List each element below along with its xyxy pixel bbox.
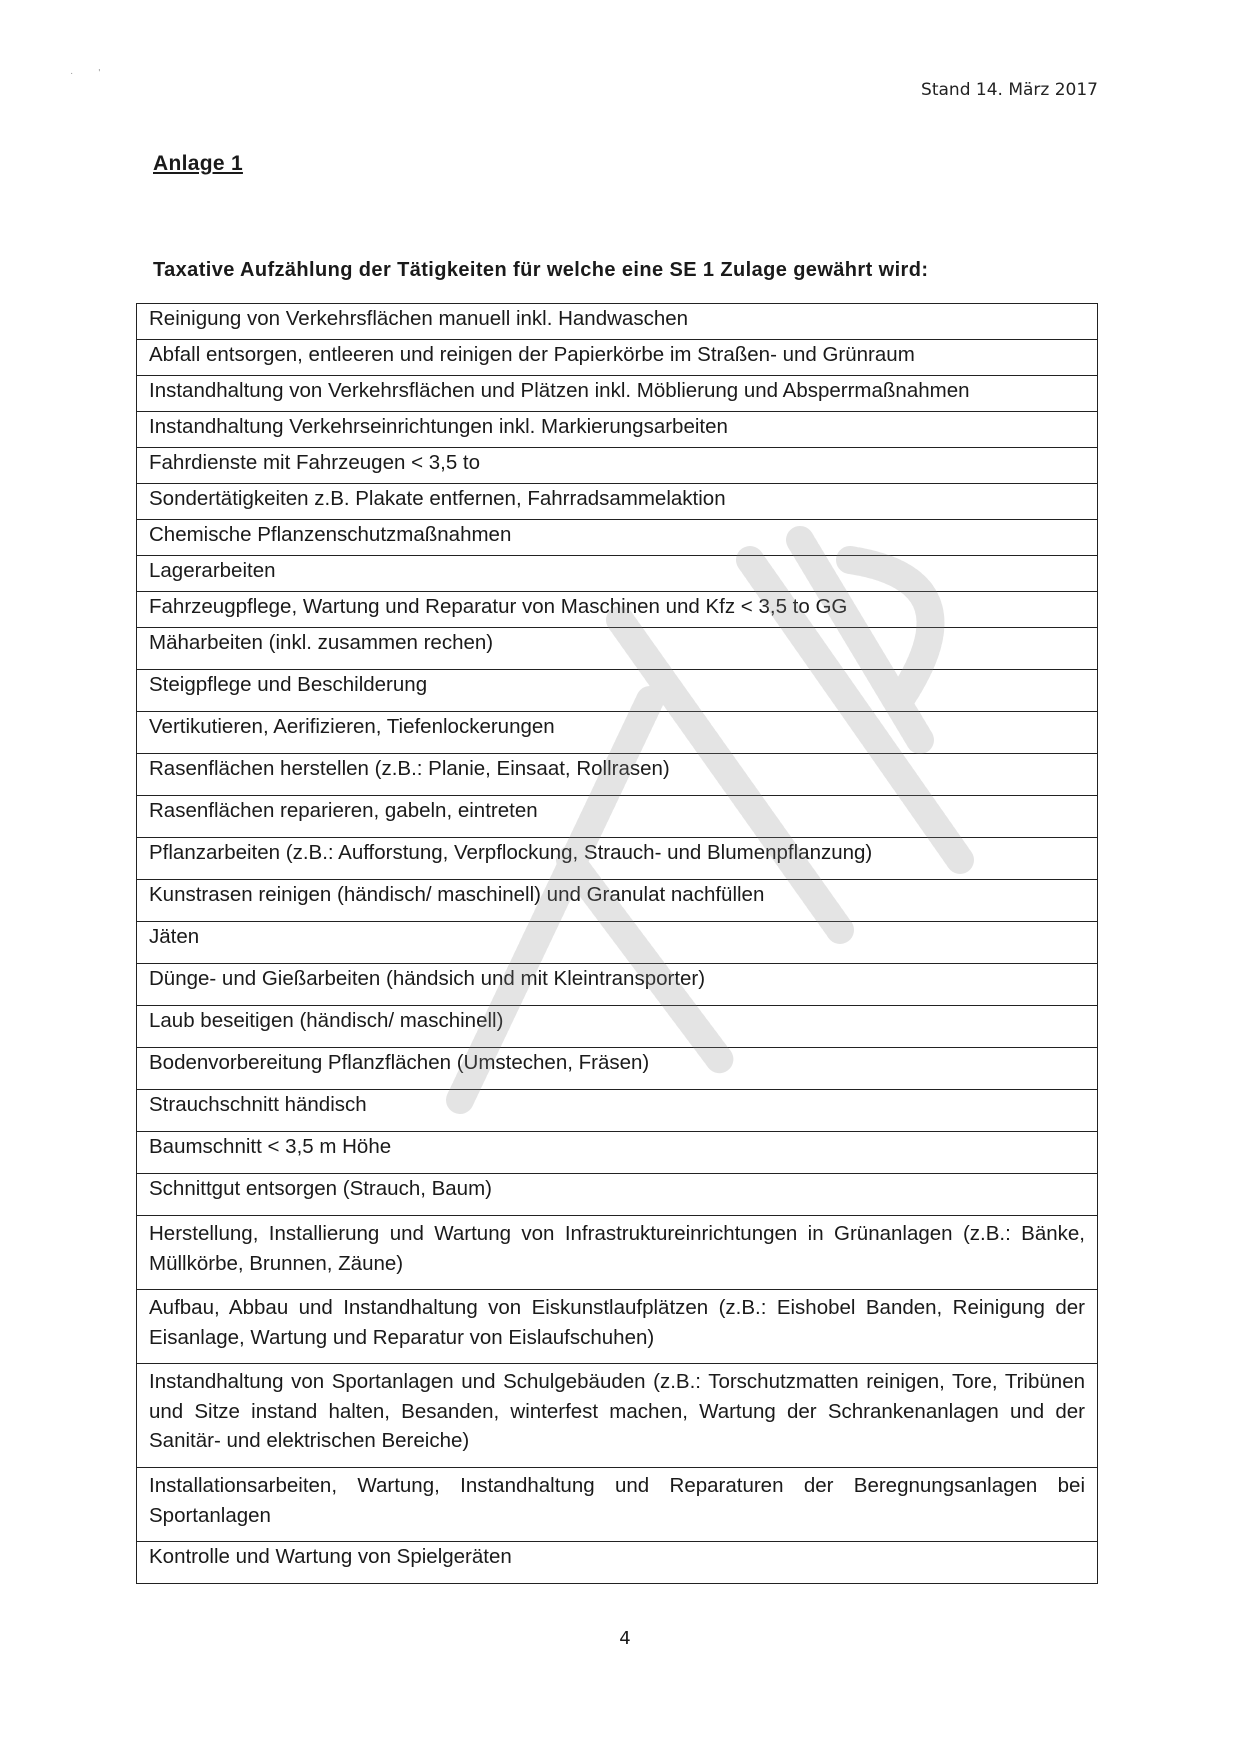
- table-row: [137, 1364, 1098, 1468]
- table-row: [137, 670, 1098, 712]
- table-cell: Mäharbeiten (inkl. zusammen rechen): [137, 628, 1098, 670]
- table-cell: Reinigung von Verkehrsflächen manuell inkl. Handwaschen: [137, 304, 1098, 340]
- table-cell: Jäten: [137, 922, 1098, 964]
- list-heading: Taxative Aufzählung der Tätigkeiten für welche eine SE 1 Zulage gewährt wird:: [153, 259, 929, 281]
- table-cell: Instandhaltung von Verkehrsflächen und Plätzen inkl. Möblierung und Absperrmaßnahmen: [137, 376, 1098, 412]
- table-row: [137, 628, 1098, 670]
- table-row: [137, 922, 1098, 964]
- annex-title: Anlage 1: [153, 152, 243, 175]
- table-row: [137, 556, 1098, 592]
- table-row: [137, 1290, 1098, 1364]
- table-cell: Instandhaltung Verkehrseinrichtungen inkl. Markierungsarbeiten: [137, 412, 1098, 448]
- table-row: [137, 880, 1098, 922]
- table-row: [137, 1132, 1098, 1174]
- table-cell: Installationsarbeiten, Wartung, Instandhaltung und Reparaturen der Beregnungsanlagen bei Sportanlagen: [137, 1468, 1098, 1542]
- table-row: [137, 484, 1098, 520]
- table-cell: Pflanzarbeiten (z.B.: Aufforstung, Verpflockung, Strauch- und Blumenpflanzung): [137, 838, 1098, 880]
- table-cell: Steigpflege und Beschilderung: [137, 670, 1098, 712]
- table-row: [137, 1174, 1098, 1216]
- table-row: [137, 412, 1098, 448]
- table-cell: Schnittgut entsorgen (Strauch, Baum): [137, 1174, 1098, 1216]
- activity-table: [136, 303, 1098, 1584]
- table-row: [137, 1048, 1098, 1090]
- page-number: 4: [619, 1628, 631, 1649]
- table-cell: Fahrzeugpflege, Wartung und Reparatur von Maschinen und Kfz < 3,5 to GG: [137, 592, 1098, 628]
- table-row: [137, 1468, 1098, 1542]
- table-cell: Kontrolle und Wartung von Spielgeräten: [137, 1542, 1098, 1584]
- table-cell: Laub beseitigen (händisch/ maschinell): [137, 1006, 1098, 1048]
- table-row: [137, 448, 1098, 484]
- table-cell: Instandhaltung von Sportanlagen und Schulgebäuden (z.B.: Torschutzmatten reinigen, Tore, Tribünen und Sitze instand halten, Besanden, winterfest machen, Wartung der Schrankenanlagen und der Sanitär- und elektrischen Bereiche): [137, 1364, 1098, 1468]
- table-row: [137, 1090, 1098, 1132]
- table-cell: Aufbau, Abbau und Instandhaltung von Eiskunstlaufplätzen (z.B.: Eishobel Banden, Reinigung der Eisanlage, Wartung und Reparatur von Eislaufschuhen): [137, 1290, 1098, 1364]
- table-cell: Lagerarbeiten: [137, 556, 1098, 592]
- table-row: [137, 376, 1098, 412]
- table-cell: Fahrdienste mit Fahrzeugen < 3,5 to: [137, 448, 1098, 484]
- table-row: [137, 340, 1098, 376]
- table-cell: Chemische Pflanzenschutzmaßnahmen: [137, 520, 1098, 556]
- table-row: [137, 712, 1098, 754]
- table-row: [137, 796, 1098, 838]
- table-cell: Strauchschnitt händisch: [137, 1090, 1098, 1132]
- table-cell: Abfall entsorgen, entleeren und reinigen der Papierkörbe im Straßen- und Grünraum: [137, 340, 1098, 376]
- table-cell: Kunstrasen reinigen (händisch/ maschinell) und Granulat nachfüllen: [137, 880, 1098, 922]
- scan-specks: · ': [70, 68, 101, 79]
- table-cell: Herstellung, Installierung und Wartung von Infrastruktureinrichtungen in Grünanlagen (z.B.: Bänke, Müllkörbe, Brunnen, Zäune): [137, 1216, 1098, 1290]
- table-row: [137, 304, 1098, 340]
- table-row: [137, 838, 1098, 880]
- table-row: [137, 520, 1098, 556]
- table-cell: Dünge- und Gießarbeiten (händsich und mit Kleintransporter): [137, 964, 1098, 1006]
- table-cell: Rasenflächen reparieren, gabeln, eintreten: [137, 796, 1098, 838]
- document-date: Stand 14. März 2017: [921, 80, 1098, 100]
- table-cell: Vertikutieren, Aerifizieren, Tiefenlockerungen: [137, 712, 1098, 754]
- table-row: [137, 754, 1098, 796]
- table-row: [137, 1542, 1098, 1584]
- table-row: [137, 1216, 1098, 1290]
- table-row: [137, 964, 1098, 1006]
- table-row: [137, 1006, 1098, 1048]
- table-cell: Rasenflächen herstellen (z.B.: Planie, Einsaat, Rollrasen): [137, 754, 1098, 796]
- table-cell: Bodenvorbereitung Pflanzflächen (Umstechen, Fräsen): [137, 1048, 1098, 1090]
- table-cell: Baumschnitt < 3,5 m Höhe: [137, 1132, 1098, 1174]
- table-row: [137, 592, 1098, 628]
- table-cell: Sondertätigkeiten z.B. Plakate entfernen, Fahrradsammelaktion: [137, 484, 1098, 520]
